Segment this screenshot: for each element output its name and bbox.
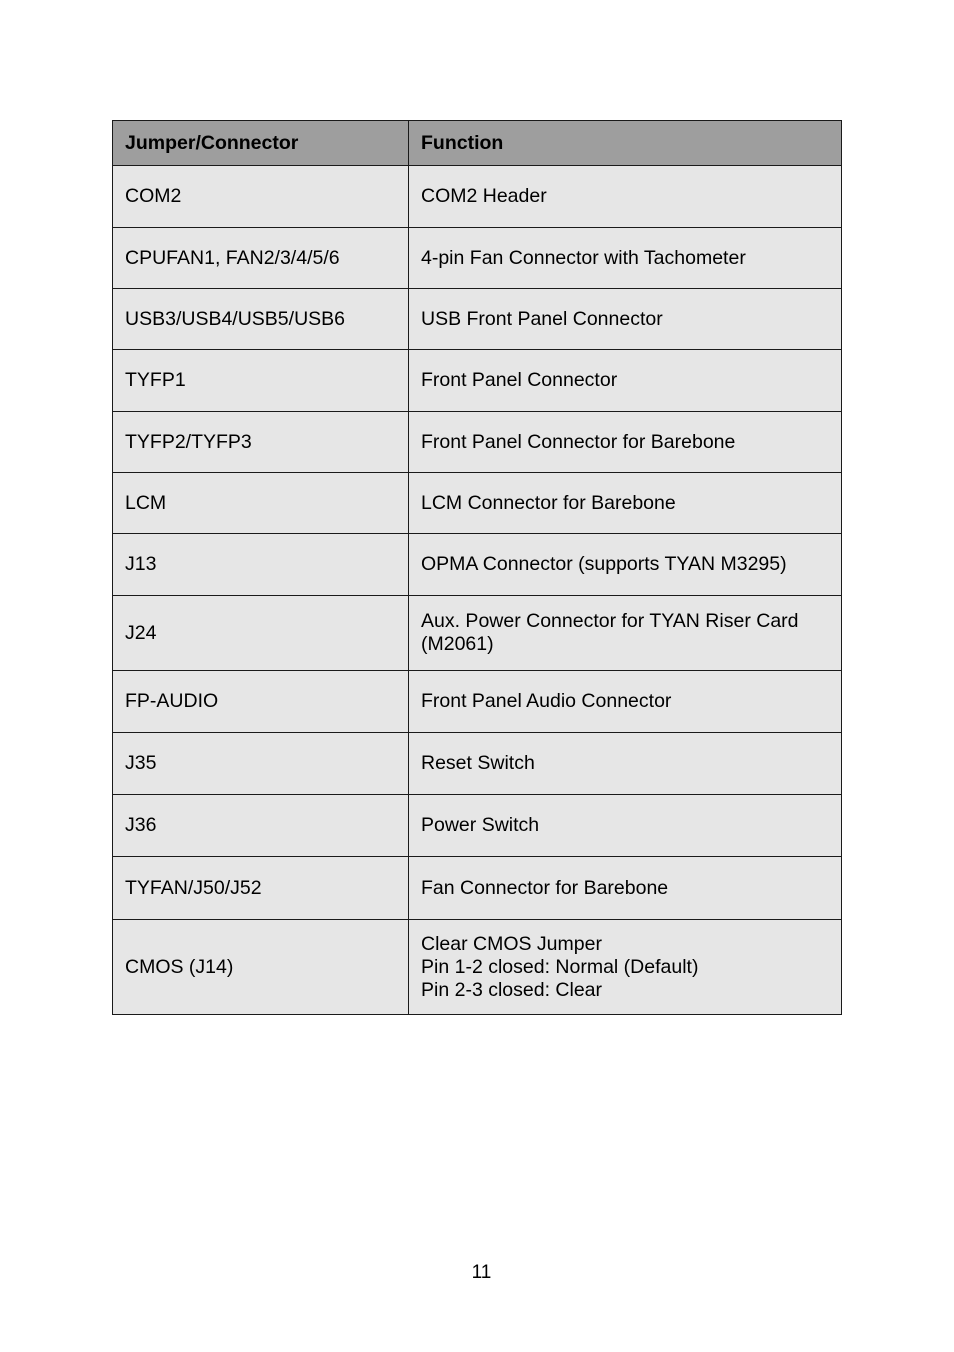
function-text: Reset Switch (421, 752, 535, 774)
function-text: Pin 2-3 closed: Clear (421, 978, 603, 1001)
function-cell (409, 795, 842, 857)
function-text: Front Panel Connector for Barebone (421, 430, 736, 453)
connector-name: USB3/USB4/USB5/USB6 (125, 307, 346, 330)
connector-name: CMOS (J14) (125, 955, 234, 978)
function-cell (409, 596, 842, 671)
table-row (113, 795, 842, 857)
connector-name: TYFP1 (125, 369, 186, 391)
connector-cell (113, 596, 409, 671)
table-row (113, 857, 842, 920)
connector-name: J24 (125, 621, 157, 644)
table-row (113, 534, 842, 596)
connector-name: LCM (125, 491, 167, 514)
function-text: Front Panel Audio Connector (421, 690, 672, 712)
table-row (113, 166, 842, 228)
function-text: Clear CMOS Jumper (421, 932, 602, 955)
column-header-function: Function (409, 121, 842, 166)
connector-cell (113, 733, 409, 795)
function-text: Front Panel Connector (421, 369, 618, 391)
function-text: Fan Connector for Barebone (421, 876, 669, 899)
function-text: Aux. Power Connector for TYAN Riser Card (421, 610, 799, 632)
function-text: 4-pin Fan Connector with Tachometer (421, 246, 746, 269)
connector-cell (113, 920, 409, 1015)
connector-name: COM2 (125, 185, 182, 207)
connector-cell (113, 671, 409, 733)
connector-name: TYFAN/J50/J52 (125, 876, 262, 899)
table-row (113, 350, 842, 412)
connector-cell (113, 228, 409, 289)
connector-name: J36 (125, 814, 157, 836)
function-text: Power Switch (421, 814, 540, 836)
connector-cell (113, 857, 409, 920)
page-number: 11 (471, 1262, 492, 1283)
function-cell (409, 412, 842, 473)
connector-name: CPUFAN1, FAN2/3/4/5/6 (125, 246, 340, 269)
connector-cell (113, 350, 409, 412)
function-cell (409, 473, 842, 534)
function-text: Pin 1-2 closed: Normal (Default) (421, 955, 699, 978)
connector-cell (113, 412, 409, 473)
connector-cell (113, 534, 409, 596)
connector-name: J13 (125, 553, 157, 575)
table-row (113, 733, 842, 795)
function-text: OPMA Connector (supports TYAN M3295) (421, 553, 787, 575)
table-row (113, 671, 842, 733)
function-cell (409, 534, 842, 596)
function-text: COM2 Header (421, 185, 547, 207)
table-row (113, 596, 842, 671)
connector-name: J35 (125, 752, 157, 774)
connector-name: FP-AUDIO (125, 690, 219, 712)
function-cell (409, 289, 842, 350)
function-cell (409, 920, 842, 1015)
function-text: USB Front Panel Connector (421, 307, 663, 330)
function-cell (409, 228, 842, 289)
connector-cell (113, 289, 409, 350)
table-row (113, 473, 842, 534)
function-cell (409, 671, 842, 733)
jumper-connector-table (112, 120, 842, 1015)
column-header-jumper-connector: Jumper/Connector (113, 121, 409, 166)
connector-cell (113, 473, 409, 534)
table-header-row (113, 121, 842, 166)
function-cell (409, 733, 842, 795)
function-cell (409, 857, 842, 920)
connector-cell (113, 795, 409, 857)
function-cell (409, 350, 842, 412)
table-body (113, 166, 842, 1015)
table-row (113, 228, 842, 289)
function-text: LCM Connector for Barebone (421, 491, 676, 514)
function-cell (409, 166, 842, 228)
table-row (113, 920, 842, 1015)
connector-cell (113, 166, 409, 228)
function-text: (M2061) (421, 633, 494, 655)
connector-name: TYFP2/TYFP3 (125, 430, 252, 453)
table-row (113, 289, 842, 350)
table-row (113, 412, 842, 473)
